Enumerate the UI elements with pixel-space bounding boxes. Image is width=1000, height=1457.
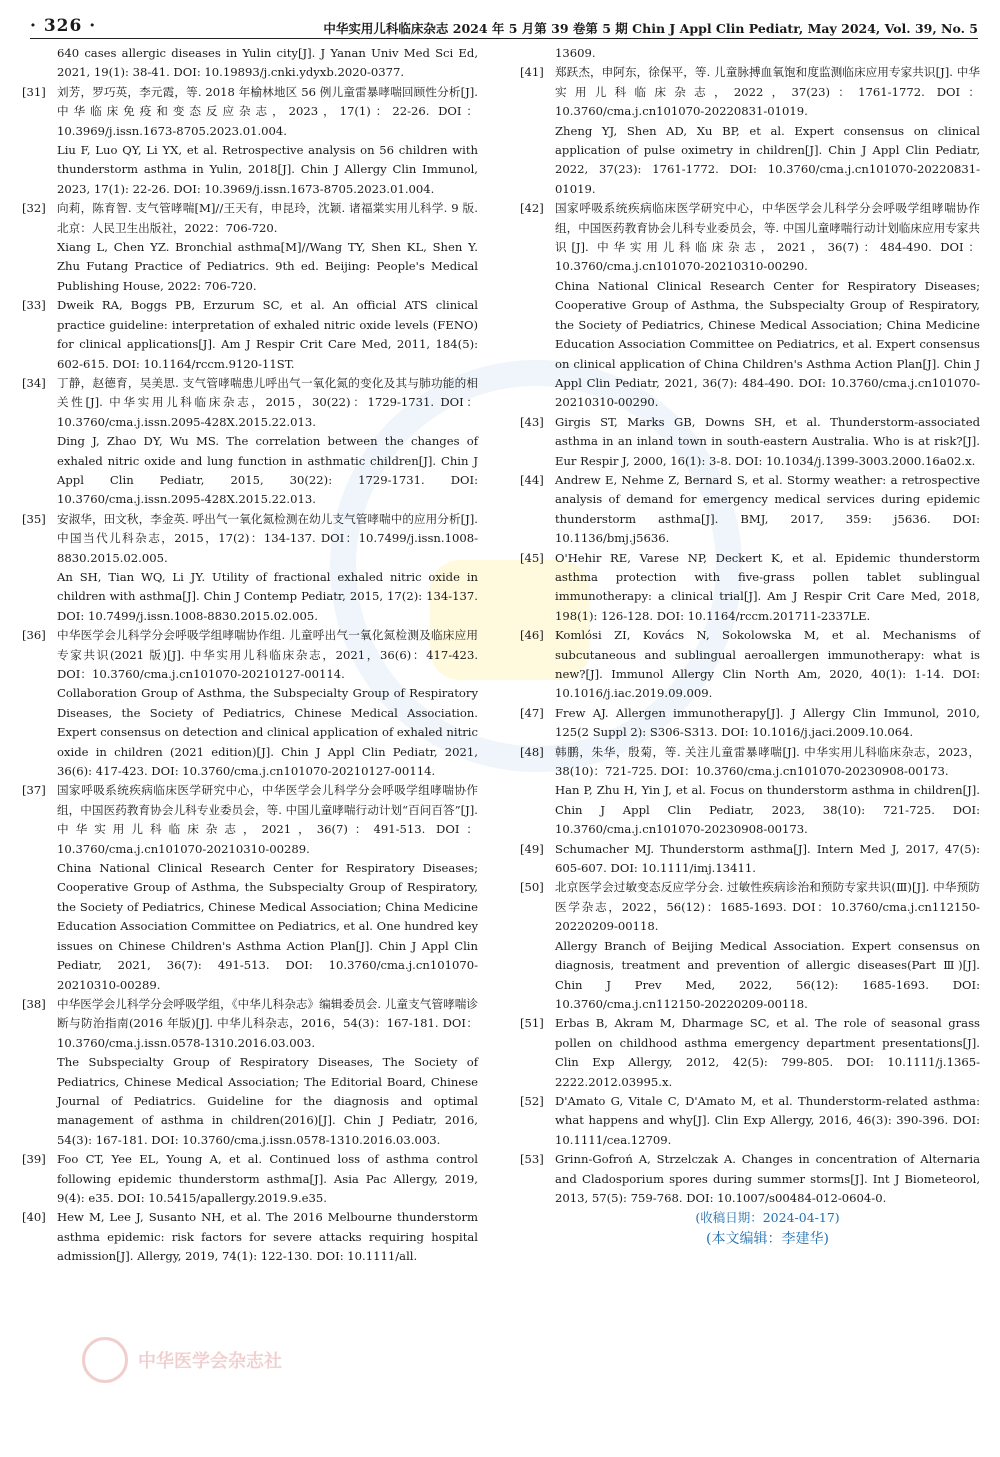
reference-entry	[520, 471, 980, 549]
reference-text: 郑跃杰，申阿东，徐保平，等. 儿童脉搏血氧饱和度监测临床应用专家共识[J]. 中华实用儿科临床杂志，2022，37(23)：1761-1772. DOI：10.3760/cma.j.cn101070-20220831-01019.	[555, 65, 980, 119]
reference-text: Andrew E, Nehme Z, Bernard S, et al. Stormy weather: a retrospective analysis of demand for emergency medical services during epidemic thunderstorm asthma[J]. BMJ, 2017, 359: j5636. DOI: 10.1136/bmj.j5636.	[555, 472, 980, 546]
reference-entry	[520, 704, 980, 743]
reference-number: [31]	[22, 84, 46, 99]
reference-text: 国家呼吸系统疾病临床医学研究中心，中华医学会儿科学分会呼吸学组哮喘协作组，中国医药教育协会儿科专业委员会，等. 中国儿童哮喘行动计划“百问百答”[J]. 中华实用儿科临床杂志，2021，36(7)：491-513. DOI：10.3760/cma.j.cn101070-20210310-00289.	[57, 783, 478, 856]
reference-number: [43]	[520, 414, 544, 429]
reference-text-translation: Allergy Branch of Beijing Medical Association. Expert consensus on diagnosis, treatment and prevention of allergic diseases(Part Ⅲ)[J]. Chin J Prev Med, 2022, 56(12): 1685-1693. DOI: 10.3760/cma.j.cn112150-20220209-00118.	[555, 938, 980, 1011]
received-date: (收稿日期：2024-04-17)	[695, 1210, 840, 1226]
reference-text: Schumacher MJ. Thunderstorm asthma[J]. Intern Med J, 2017, 47(5): 605-607. DOI: 10.1111/imj.13411.	[555, 841, 980, 876]
reference-number: [38]	[22, 996, 46, 1011]
reference-text: 中华医学会儿科学分会呼吸学组哮喘协作组. 儿童呼出气一氧化氮检测及临床应用专家共识(2021 版)[J]. 中华实用儿科临床杂志，2021，36(6)：417-423. DOI：10.3760/cma.j.cn101070-20210127-00114.	[57, 628, 478, 681]
reference-entry	[520, 878, 980, 1014]
reference-text-translation: Liu F, Luo QY, Li YX, et al. Retrospective analysis on 56 children with thunderstorm asthma in Yulin, 2018[J]. Chin J Allergy Clin Immunol, 2023, 17(1): 22-26. DOI: 10.3969/j.issn.1673-8705.2023.01.004.	[57, 143, 478, 196]
reference-number: [42]	[520, 201, 544, 216]
reference-number: [46]	[520, 628, 544, 643]
reference-text: Hew M, Lee J, Susanto NH, et al. The 2016 Melbourne thunderstorm asthma epidemic: risk factors for severe attacks requiring hospital admission[J]. Allergy, 2019, 74(1): 122-130. DOI: 10.1111/all.	[57, 1210, 478, 1264]
reference-number: [50]	[520, 880, 544, 895]
reference-entry	[520, 840, 980, 879]
reference-entry	[22, 296, 478, 374]
reference-text: 北京医学会过敏变态反应学分会. 过敏性疾病诊治和预防专家共识(Ⅲ)[J]. 中华预防医学杂志，2022，56(12)：1685-1693. DOI：10.3760/cma.j.cn112150-20220209-00118.	[555, 880, 980, 934]
reference-entry	[520, 1150, 980, 1208]
reference-text-translation: The Subspecialty Group of Respiratory Diseases, The Society of Pediatrics, Chinese Medical Association; The Editorial Board, Chinese Journal of Pediatrics. Guideline for the diagnosis and optimal management of asthma in children(2016)[J]. Chin J Pediatr, 2016, 54(3): 167-181. DOI: 10.3760/cma.j.issn.0578-1310.2016.03.003.	[57, 1055, 478, 1147]
reference-number: [45]	[520, 550, 544, 565]
page-header	[30, 14, 978, 39]
publisher-logo-icon	[82, 1337, 128, 1383]
running-head: 中华实用儿科临床杂志 2024 年 5 月第 39 卷第 5 期 Chin J Appl Clin Pediatr, May 2024, Vol. 39, No. 5	[323, 21, 978, 36]
reference-text: Girgis ST, Marks GB, Downs SH, et al. Thunderstorm-associated asthma in an inland town in south-eastern Australia. Who is at risk?[J]. Eur Respir J, 2000, 16(1): 3-8. DOI: 10.1034/j.1399-3003.2000.16a02.x.	[555, 414, 980, 468]
reference-number: [52]	[520, 1093, 544, 1108]
reference-text-translation: Collaboration Group of Asthma, the Subspecialty Group of Respiratory Diseases, the Society of Pediatrics, Chinese Medical Association. Expert consensus on detection and clinical application of exhaled nitric oxide in children (2021 edition)[J]. Chin J Appl Clin Pediatr, 2021, 36(6): 417-423. DOI: 10.3760/cma.j.cn101070-20210127-00114.	[57, 686, 478, 779]
reference-number: [48]	[520, 744, 544, 759]
publisher-logo	[82, 1340, 442, 1380]
reference-text: Erbas B, Akram M, Dharmage SC, et al. The role of seasonal grass pollen on childhood asthma emergency department presentations[J]. Clin Exp Allergy, 2012, 42(5): 799-805. DOI: 10.1111/j.1365-2222.2012.03995.x.	[555, 1016, 980, 1089]
reference-text-translation: China National Clinical Research Center for Respiratory Diseases; Cooperative Group of Asthma, the Subspecialty Group of Respiratory, the Society of Pediatrics, Chinese Medical Association; China Medicine Education Association Committee on Pediatrics, et al. Expert consensus on clinical application of China Children's Asthma Action Plan[J]. Chin J Appl Clin Pediatr, 2021, 36(7): 484-490. DOI: 10.3760/cma.j.cn101070-20210310-00290.	[555, 278, 980, 410]
reference-entry	[520, 626, 980, 704]
reference-entry	[22, 199, 478, 296]
reference-text-translation: Han P, Zhu H, Yin J, et al. Focus on thunderstorm asthma in children[J]. Chin J Appl Clin Pediatr, 2023, 38(10): 721-725. DOI: 10.3760/cma.j.cn101070-20230908-00173.	[555, 783, 980, 837]
reference-number: [44]	[520, 472, 544, 487]
reference-entry	[22, 510, 478, 626]
reference-text: 国家呼吸系统疾病临床医学研究中心，中华医学会儿科学分会呼吸学组哮喘协作组，中国医药教育协会儿科专业委员会，等. 中国儿童哮喘行动计划临床应用专家共识[J]. 中华实用儿科临床杂志，2021，36(7)：484-490. DOI：10.3760/cma.j.cn101070-20210310-00290.	[555, 201, 980, 274]
reference-text-translation: Zheng YJ, Shen AD, Xu BP, et al. Expert consensus on clinical application of pulse oximetry in children[J]. Chin J Appl Clin Pediatr, 2022, 37(23): 1761-1772. DOI: 10.3760/cma.j.cn101070-20220831-01019.	[555, 123, 980, 196]
reference-text: D'Amato G, Vitale C, D'Amato M, et al. Thunderstorm-related asthma: what happens and why[J]. Clin Exp Allergy, 2016, 46(3): 390-396. DOI: 10.1111/cea.12709.	[555, 1093, 980, 1147]
reference-entry	[22, 1150, 478, 1208]
reference-entry	[22, 83, 478, 199]
publisher-logo-text: 中华医学会杂志社	[138, 1351, 282, 1372]
reference-number: [33]	[22, 298, 46, 313]
reference-number: [37]	[22, 783, 46, 798]
reference-text: Grinn-Gofroń A, Strzelczak A. Changes in concentration of Alternaria and Cladosporium spores during summer storms[J]. Int J Biometeorol, 2013, 57(5): 759-768. DOI: 10.1007/s00484-012-0604-0.	[555, 1152, 980, 1205]
reference-number: [32]	[22, 201, 46, 216]
reference-number: [49]	[520, 841, 544, 856]
reference-list-left	[22, 83, 478, 1267]
reference-number: [36]	[22, 628, 46, 643]
continued-reference: 13609.	[555, 46, 596, 60]
reference-number: [47]	[520, 705, 544, 720]
reference-text-translation: China National Clinical Research Center for Respiratory Diseases; Cooperative Group of Asthma, the Subspecialty Group of Respiratory, the Society of Pediatrics, Chinese Medical Association; China Medicine Education Association Committee on Pediatrics, et al. One hundred key issues on Chinese Children's Asthma Action Plan[J]. Chin J Appl Clin Pediatr, 2021, 36(7): 491-513. DOI: 10.3760/cma.j.cn101070-20210310-00289.	[57, 861, 478, 992]
reference-text-translation: Ding J, Zhao DY, Wu MS. The correlation between the changes of exhaled nitric oxide and lung function in asthmatic children[J]. Chin J Appl Clin Pediatr, 2015, 30(22): 1729-1731. DOI: 10.3760/cma.j.issn.2095-428X.2015.22.013.	[57, 434, 478, 507]
reference-number: [53]	[520, 1152, 544, 1167]
continued-reference: 640 cases allergic diseases in Yulin city[J]. J Yanan Univ Med Sci Ed, 2021, 19(1): 38-41. DOI: 10.19893/j.cnki.ydyxb.2020-0377.	[57, 46, 478, 80]
reference-number: [39]	[22, 1152, 46, 1167]
reference-number: [40]	[22, 1210, 46, 1225]
reference-text: 向莉，陈育智. 支气管哮喘[M]//王天有，申昆玲，沈颖. 诸福棠实用儿科学. 9 版. 北京：人民卫生出版社，2022：706-720.	[57, 201, 478, 235]
reference-entry	[520, 549, 980, 627]
reference-entry	[520, 1092, 980, 1150]
reference-text: 韩鹏，朱华，殷菊，等. 关注儿童雷暴哮喘[J]. 中华实用儿科临床杂志，2023，38(10)：721-725. DOI：10.3760/cma.j.cn101070-20230908-00173.	[555, 744, 980, 779]
reference-list-right	[520, 63, 980, 1208]
reference-entry	[520, 743, 980, 840]
reference-entry	[22, 1208, 478, 1266]
reference-number: [51]	[520, 1016, 544, 1031]
reference-text: Foo CT, Yee EL, Young A, et al. Continued loss of asthma control following epidemic thunderstorm asthma[J]. Asia Pac Allergy, 2019, 9(4): e35. DOI: 10.5415/apallergy.2019.9.e35.	[57, 1152, 478, 1205]
reference-entry	[520, 63, 980, 199]
reference-text: 安淑华，田文秋，李金英. 呼出气一氧化氮检测在幼儿支气管哮喘中的应用分析[J]. 中国当代儿科杂志，2015，17(2)：134-137. DOI：10.7499/j.issn.1008-8830.2015.02.005.	[57, 511, 478, 565]
reference-text: Dweik RA, Boggs PB, Erzurum SC, et al. An official ATS clinical practice guideline: interpretation of exhaled nitric oxide levels (FENO) for clinical applications[J]. Am J Respir Crit Care Med, 2011, 184(5): 602-615. DOI: 10.1164/rccm.9120-11ST.	[57, 298, 478, 371]
reference-entry	[22, 626, 478, 781]
editor-credit: (本文编辑：李建华)	[706, 1231, 829, 1248]
right-column	[520, 44, 980, 1250]
page-number: · 326 ·	[30, 16, 97, 36]
reference-text-translation: Xiang L, Chen YZ. Bronchial asthma[M]//Wang TY, Shen KL, Shen Y. Zhu Futang Practice of Pediatrics. 9th ed. Beijing: People's Medical Publishing House, 2022: 706-720.	[57, 240, 478, 293]
reference-text: 丁静，赵德育，吴美思. 支气管哮喘患儿呼出气一氧化氮的变化及其与肺功能的相关性[J]. 中华实用儿科临床杂志，2015，30(22)：1729-1731. DOI：10.3760/cma.j.issn.2095-428X.2015.22.013.	[57, 375, 478, 429]
reference-entry	[22, 995, 478, 1150]
reference-number: [35]	[22, 511, 46, 526]
reference-entry	[520, 1014, 980, 1092]
left-column	[22, 44, 478, 1267]
reference-entry	[22, 781, 478, 994]
reference-text-translation: An SH, Tian WQ, Li JY. Utility of fractional exhaled nitric oxide in children with asthma[J]. Chin J Contemp Pediatr, 2015, 17(2): 134-137. DOI: 10.7499/j.issn.1008-8830.2015.02.005.	[57, 569, 478, 623]
reference-entry	[520, 199, 980, 412]
reference-entry	[520, 413, 980, 471]
reference-text: 刘芳，罗巧英，李元霞，等. 2018 年榆林地区 56 例儿童雷暴哮喘回顾性分析[J]. 中华临床免疫和变态反应杂志，2023，17(1)：22-26. DOI：10.3969/j.issn.1673-8705.2023.01.004.	[57, 84, 478, 138]
reference-text: O'Hehir RE, Varese NP, Deckert K, et al. Epidemic thunderstorm asthma protection with five-grass pollen tablet sublingual immunotherapy: a clinical trial[J]. Am J Respir Crit Care Med, 2018, 198(1): 126-128. DOI: 10.1164/rccm.201711-2337LE.	[555, 550, 980, 623]
reference-text: Frew AJ. Allergen immunotherapy[J]. J Allergy Clin Immunol, 2010, 125(2 Suppl 2): S306-S313. DOI: 10.1016/j.jaci.2009.10.064.	[555, 705, 980, 740]
reference-text: Komlósi ZI, Kovács N, Sokolowska M, et al. Mechanisms of subcutaneous and sublingual aeroallergen immunotherapy: what is new?[J]. Immunol Allergy Clin North Am, 2020, 40(1): 1-14. DOI: 10.1016/j.iac.2019.09.009.	[555, 628, 980, 701]
reference-text: 中华医学会儿科学分会呼吸学组，《中华儿科杂志》编辑委员会. 儿童支气管哮喘诊断与防治指南(2016 年版)[J]. 中华儿科杂志，2016，54(3)：167-181. DOI：10.3760/cma.j.issn.0578-1310.2016.03.003.	[57, 996, 478, 1050]
reference-entry	[22, 374, 478, 510]
reference-number: [41]	[520, 65, 544, 80]
reference-number: [34]	[22, 375, 46, 390]
